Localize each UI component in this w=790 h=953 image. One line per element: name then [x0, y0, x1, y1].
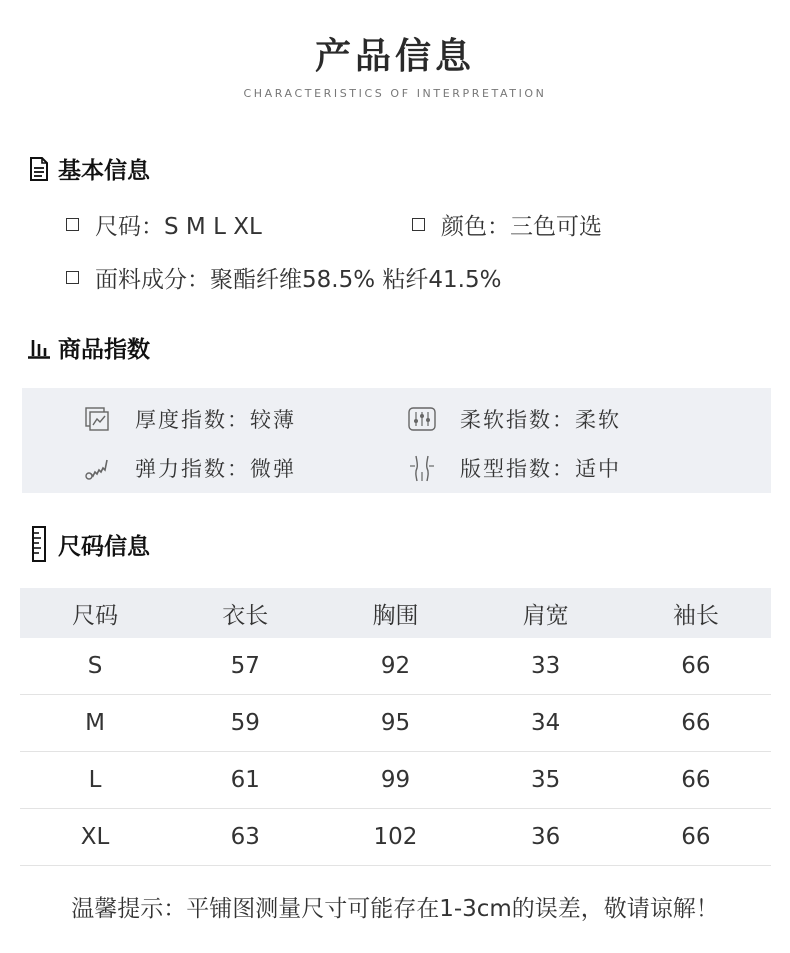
- product-index-heading-label: 商品指数: [58, 337, 150, 363]
- table-cell: 34: [471, 695, 621, 752]
- size-info-heading: [26, 526, 150, 562]
- checkbox-icon: [66, 271, 79, 284]
- column-header: 尺码: [20, 588, 170, 638]
- size-table-header: [20, 588, 771, 638]
- size-info-heading-label: 尺码信息: [58, 533, 150, 560]
- table-cell: 66: [621, 809, 771, 866]
- product-index-heading: [26, 331, 150, 364]
- index-fit: 版型指数：适中: [408, 453, 621, 483]
- color-value: 颜色：三色可选: [441, 214, 602, 240]
- size-info-row: [66, 208, 262, 241]
- size-table: [20, 588, 771, 866]
- basic-info-heading: [26, 152, 150, 185]
- basic-info-heading-label: 基本信息: [58, 158, 150, 184]
- table-cell: 66: [621, 695, 771, 752]
- size-value: 尺码：S M L XL: [95, 214, 262, 240]
- table-cell: 63: [170, 809, 320, 866]
- fit-icon: [408, 454, 436, 482]
- column-header: 胸围: [320, 588, 470, 638]
- table-cell: 99: [320, 752, 470, 809]
- document-icon: [26, 154, 52, 184]
- table-row: [20, 638, 771, 695]
- table-cell: 59: [170, 695, 320, 752]
- table-cell: 92: [320, 638, 470, 695]
- elasticity-icon: [83, 454, 111, 482]
- table-cell: 33: [471, 638, 621, 695]
- checkbox-icon: [412, 218, 425, 231]
- index-softness: 柔软指数：柔软: [408, 404, 621, 434]
- table-row: [20, 752, 771, 809]
- measurement-tip: 温馨提示：平铺图测量尺寸可能存在1-3cm的误差，敬请谅解！: [71, 896, 719, 922]
- table-row: [20, 695, 771, 752]
- table-cell: 57: [170, 638, 320, 695]
- thickness-icon: [83, 405, 111, 433]
- column-header: 袖长: [621, 588, 771, 638]
- ruler-icon: [26, 526, 52, 562]
- table-cell: 66: [621, 752, 771, 809]
- softness-icon: [408, 405, 436, 433]
- table-cell: L: [20, 752, 170, 809]
- table-cell: 35: [471, 752, 621, 809]
- column-header: 衣长: [170, 588, 320, 638]
- table-cell: 36: [471, 809, 621, 866]
- table-cell: XL: [20, 809, 170, 866]
- fabric-info-row: [66, 261, 501, 294]
- index-thickness: 厚度指数：较薄: [83, 404, 296, 434]
- table-cell: 95: [320, 695, 470, 752]
- table-cell: 66: [621, 638, 771, 695]
- fabric-value: 面料成分：聚酯纤维58.5% 粘纤41.5%: [95, 267, 502, 293]
- column-header: 肩宽: [471, 588, 621, 638]
- table-row: [20, 809, 771, 866]
- table-cell: M: [20, 695, 170, 752]
- index-elasticity: 弹力指数：微弹: [83, 453, 296, 483]
- table-cell: S: [20, 638, 170, 695]
- table-cell: 102: [320, 809, 470, 866]
- product-index-panel: [22, 388, 771, 493]
- table-cell: 61: [170, 752, 320, 809]
- checkbox-icon: [66, 218, 79, 231]
- page-title: 产品信息: [314, 36, 475, 77]
- color-info-row: [412, 208, 602, 241]
- bar-chart-icon: [26, 333, 52, 363]
- page-subtitle: CHARACTERISTICS OF INTERPRETATION: [243, 87, 547, 100]
